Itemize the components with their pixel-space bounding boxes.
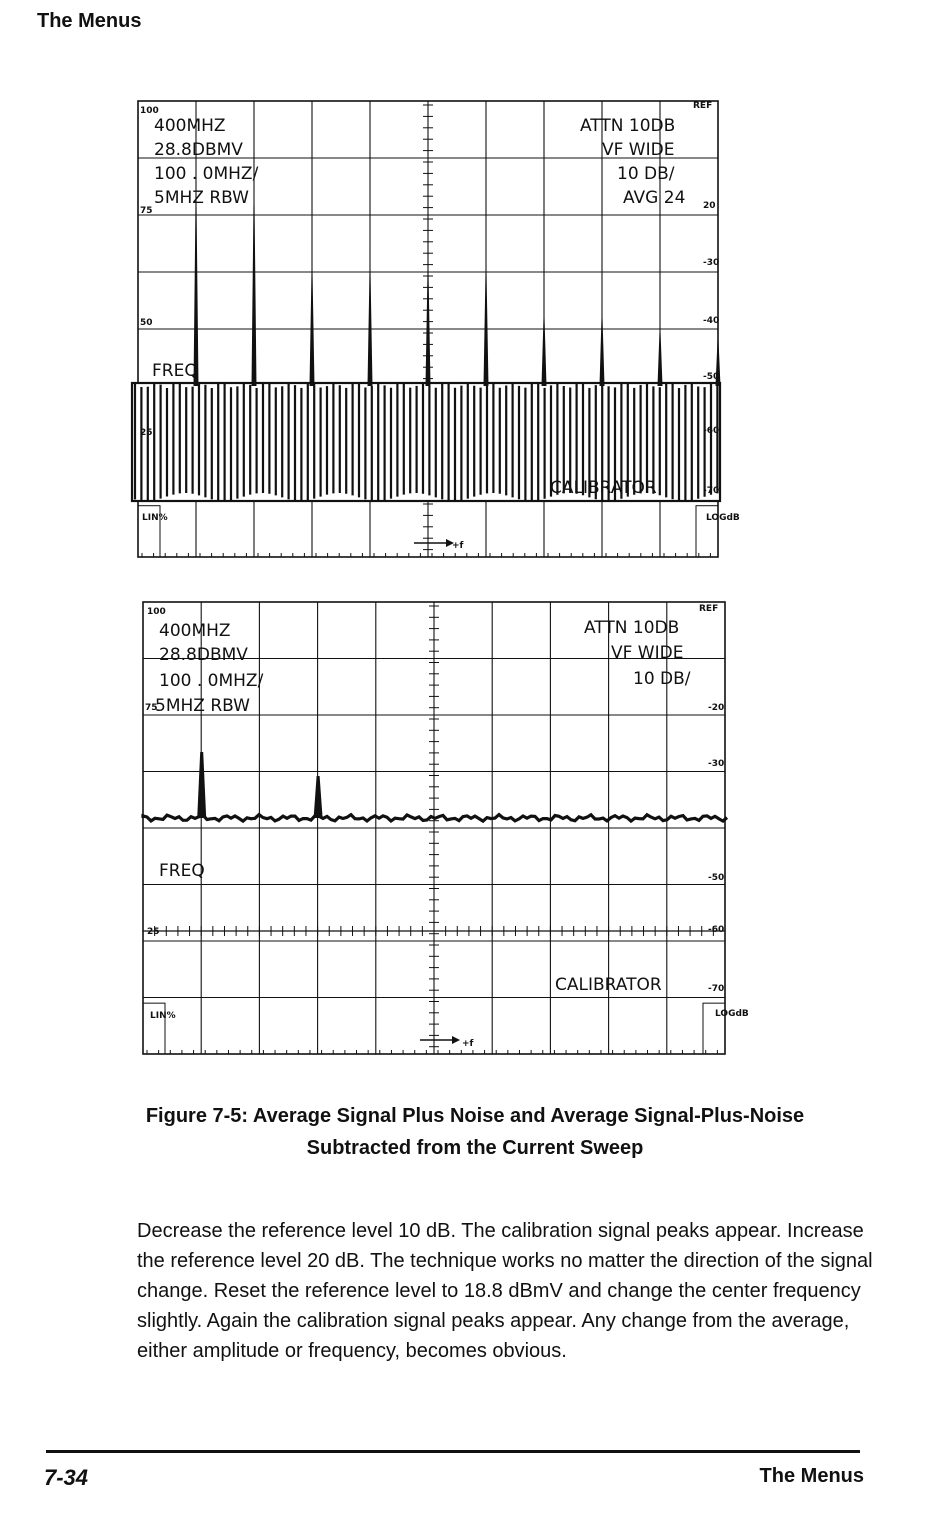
frequency-arrow-label: +f — [462, 1039, 474, 1049]
averaged-trace-line — [143, 815, 727, 822]
freq-label: FREQ — [159, 861, 205, 881]
calibrator-label: CALIBRATOR — [550, 478, 657, 498]
vertical-scale: 10 DB/ — [617, 164, 675, 184]
db-mark: -50 — [703, 372, 720, 382]
lin-scale-label: LIN% — [150, 1011, 176, 1021]
pct-mark: 50 — [140, 318, 153, 328]
frequency-arrow-label: +f — [452, 541, 464, 551]
center-frequency: 400MHZ — [154, 116, 226, 136]
db-mark: -60 — [708, 925, 725, 935]
attenuation: ATTN 10DB — [584, 618, 680, 638]
signal-peak — [658, 318, 663, 386]
reference-level: 28.8DBMV — [159, 645, 248, 665]
averaging: AVG 24 — [623, 188, 686, 208]
db-mark: -40 — [703, 316, 720, 326]
video-filter: VF WIDE — [602, 140, 675, 160]
caption-line-2: Subtracted from the Current Sweep — [306, 1137, 644, 1159]
averaged-trace — [143, 752, 727, 936]
log-scale-label: LOGdB — [715, 1009, 749, 1019]
db-mark: -30 — [703, 258, 720, 268]
signal-peak — [600, 301, 605, 387]
resolution-bandwidth: 5MHZ RBW — [155, 696, 250, 716]
spectrum-plot-bottom — [125, 598, 749, 1063]
ref-marker: REF — [693, 101, 713, 111]
video-filter: VF WIDE — [611, 643, 684, 663]
vertical-scale: 10 DB/ — [633, 669, 691, 689]
resolution-bandwidth: 5MHZ RBW — [154, 188, 249, 208]
attenuation: ATTN 10DB — [580, 116, 676, 136]
db-mark: -30 — [708, 759, 725, 769]
spectrum-plot-top — [120, 95, 740, 565]
db-mark: -60 — [703, 426, 720, 436]
body-paragraph: Decrease the reference level 10 dB. The calibration signal peaks appear. Increase the reference level 20 dB. The technique works no matter the direction of the signal change. Reset the reference level to 18.8 dBmV and change the center frequency slightly. Again the calibration signal peaks appear. Any change from the average, either amplitude or frequency, becomes obvious. — [137, 1220, 873, 1362]
lin-scale-label: LIN% — [142, 513, 168, 523]
footer-title: The Menus — [759, 1465, 864, 1487]
page-number: 7-34 — [44, 1465, 89, 1490]
db-mark: 20 — [703, 201, 716, 211]
log-scale-label: LOGdB — [706, 513, 740, 523]
db-mark: -50 — [708, 873, 725, 883]
signal-peak — [542, 301, 547, 387]
signal-peak — [484, 244, 489, 387]
spectrum-display-top — [120, 95, 740, 565]
span-per-division: 100 . 0MHZ/ — [154, 164, 259, 184]
frequency-arrow-head — [452, 1036, 460, 1044]
calibrator-label: CALIBRATOR — [555, 975, 662, 995]
signal-peak — [368, 244, 373, 387]
center-frequency: 400MHZ — [159, 621, 231, 641]
freq-label: FREQ — [152, 361, 198, 381]
running-header: The Menus — [37, 10, 142, 32]
figure-caption — [40, 1100, 910, 1164]
pct-mark: 25 — [140, 428, 153, 438]
residual-peak — [197, 752, 206, 818]
db-mark: -70 — [708, 984, 725, 994]
pct-mark: 100 — [147, 607, 166, 617]
pct-mark: 75 — [145, 703, 158, 713]
spectrum-display-bottom — [125, 598, 749, 1063]
span-per-division: 100 . 0MHZ/ — [159, 671, 264, 691]
ref-marker: REF — [699, 604, 719, 614]
residual-peak — [314, 776, 323, 818]
signal-peak — [310, 244, 315, 387]
caption-line-1: Figure 7-5: Average Signal Plus Noise and Average Signal-Plus-Noise — [145, 1105, 805, 1127]
pct-mark: 25 — [147, 927, 160, 937]
reference-level: 28.8DBMV — [154, 140, 243, 160]
db-mark: -70 — [703, 486, 720, 496]
pct-mark: 75 — [140, 206, 153, 216]
footer-rule — [46, 1450, 860, 1453]
db-mark: -20 — [708, 703, 725, 713]
pct-mark: 100 — [140, 106, 159, 116]
